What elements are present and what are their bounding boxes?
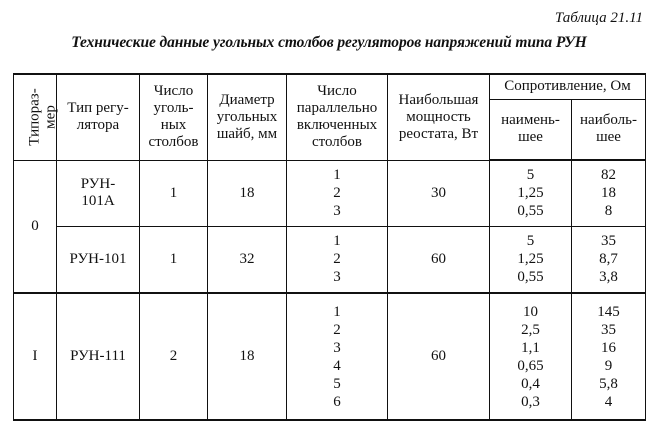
cell-text: 16	[601, 339, 616, 356]
header-text: уголь-	[153, 100, 194, 117]
cell-piles-count: 1	[140, 160, 208, 226]
header-text: угольных	[216, 108, 278, 125]
header-power	[388, 74, 490, 160]
cell-power: 30	[388, 160, 490, 226]
cell-text: 5	[526, 233, 535, 250]
cell-text: 35	[601, 233, 616, 250]
header-text: лятора	[76, 117, 120, 134]
cell-text: 3	[333, 203, 341, 219]
cell-text: 2	[333, 185, 341, 201]
table-row	[14, 160, 646, 226]
cell-power: 60	[388, 293, 490, 420]
table-row	[14, 226, 646, 293]
cell-text: 0,3	[521, 393, 540, 410]
header-res-min	[490, 99, 572, 160]
cell-text: 1	[333, 233, 341, 250]
cell-text: 8	[604, 203, 613, 220]
header-text: ных	[160, 117, 187, 134]
header-text: реостата, Вт	[398, 125, 479, 142]
cell-text: 8,7	[599, 251, 618, 268]
cell-text: 4	[604, 393, 613, 410]
header-text: наимень-	[501, 112, 560, 129]
header-text: шее	[518, 129, 543, 146]
cell-type: РУН-101	[57, 226, 140, 293]
cell-res-max	[572, 293, 646, 420]
cell-type	[57, 160, 140, 226]
header-text: наиболь-	[580, 112, 637, 129]
cell-type: РУН-111	[57, 293, 140, 420]
cell-power: 60	[388, 226, 490, 293]
cell-parallel	[287, 160, 388, 226]
cell-text: 5,8	[599, 375, 618, 392]
header-resistance: Сопротивление, Ом	[490, 74, 646, 99]
cell-text: 82	[601, 167, 616, 184]
cell-piles-count: 1	[140, 226, 208, 293]
header-text: включенных	[296, 117, 378, 134]
cell-text: 1,25	[517, 185, 544, 202]
cell-diameter: 32	[208, 226, 287, 293]
cell-res-max	[572, 160, 646, 226]
cell-text: 1	[333, 167, 341, 183]
table-row	[14, 293, 646, 420]
table-title: Технические данные угольных столбов регуляторов напряжений типа РУН	[71, 34, 587, 51]
cell-size: 0	[14, 160, 57, 293]
cell-res-min	[490, 226, 572, 293]
header-text: параллельно	[296, 100, 378, 117]
cell-text: 145	[597, 303, 620, 320]
cell-text: 18	[601, 185, 616, 202]
cell-text: 0,65	[517, 357, 544, 374]
cell-text: 2	[333, 321, 341, 338]
cell-text: 35	[601, 321, 616, 338]
header-text: Тип регу-	[67, 100, 129, 117]
header-text: Диаметр	[219, 91, 275, 108]
header-text: мер	[42, 104, 59, 129]
header-text: Число	[153, 83, 194, 100]
cell-res-min	[490, 160, 572, 226]
cell-text: 9	[604, 357, 613, 374]
cell-text: 5	[333, 375, 341, 392]
header-text: столбов	[148, 134, 199, 151]
header-text: Число	[317, 83, 357, 100]
header-text: шайб, мм	[216, 125, 278, 142]
header-piles-count	[140, 74, 208, 160]
cell-text: 0,55	[517, 203, 544, 220]
cell-text: 3	[333, 269, 341, 286]
cell-res-min	[490, 293, 572, 420]
cell-diameter: 18	[208, 160, 287, 226]
cell-text: РУН-	[80, 176, 116, 192]
cell-text: 1,1	[521, 339, 540, 356]
header-diameter	[208, 74, 287, 160]
table-number: Таблица 21.11	[554, 10, 643, 26]
cell-res-max	[572, 226, 646, 293]
cell-piles-count: 2	[140, 293, 208, 420]
cell-text: 6	[333, 393, 341, 410]
cell-size: I	[14, 293, 57, 420]
header-parallel	[287, 74, 388, 160]
header-res-max	[572, 99, 646, 160]
data-table	[13, 73, 646, 421]
cell-text: 0,55	[517, 269, 544, 286]
cell-text: 2	[333, 251, 341, 268]
cell-text: 1	[333, 303, 341, 320]
cell-diameter: 18	[208, 293, 287, 420]
cell-text: 3,8	[599, 269, 618, 286]
header-text: шее	[596, 129, 621, 146]
cell-parallel	[287, 293, 388, 420]
cell-text: 2,5	[521, 321, 540, 338]
cell-text: 101А	[81, 193, 115, 209]
cell-parallel	[287, 226, 388, 293]
cell-text: 10	[523, 303, 538, 320]
header-text: столбов	[311, 134, 363, 151]
cell-text: 3	[333, 339, 341, 356]
cell-text: 1,25	[517, 251, 544, 268]
header-type	[57, 74, 140, 160]
cell-text: 4	[333, 357, 341, 374]
header-text: Наибольшая	[398, 91, 479, 108]
cell-text: 5	[526, 167, 535, 184]
header-text: Типораз-	[26, 88, 43, 146]
cell-text: 0,4	[521, 375, 540, 392]
header-text: мощность	[406, 108, 471, 125]
header-size	[14, 74, 57, 160]
